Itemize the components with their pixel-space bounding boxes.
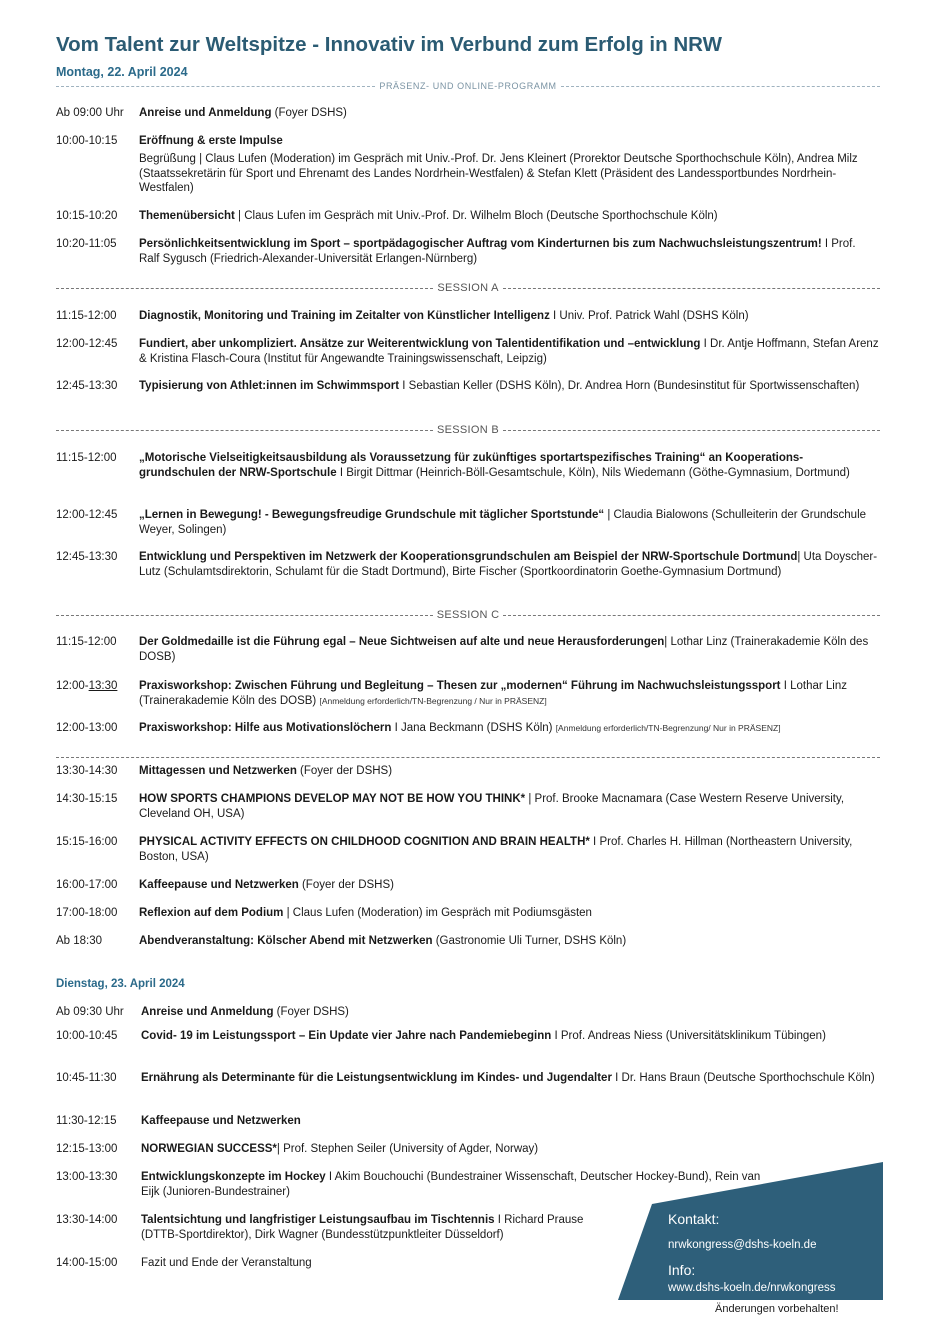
contact-panel (600, 1160, 886, 1302)
row-details: Fazit und Ende der Veranstaltung (141, 1257, 312, 1269)
row-details: I Prof. Ralf Sygusch (Friedrich-Alexander-Universität Erlangen-Nürnberg) (139, 238, 856, 265)
row-time: 12:45-13:30 (56, 551, 118, 563)
contact-label: Kontakt: (668, 1211, 720, 1227)
row-time: 13:30-14:00 (56, 1214, 118, 1226)
registration-note: [Anmeldung erforderlich/TN-Begrenzung/ Nur in PRÄSENZ] (555, 723, 781, 733)
row-time: Ab 09:30 Uhr (56, 1006, 124, 1018)
row-details: (Foyer DSHS) (271, 107, 347, 119)
row-time: 10:45-11:30 (56, 1072, 117, 1084)
row-title: „Motorische Vielseitigkeitsausbildung als Voraussetzung für zukünftiges sportartspezifisches Training“ an Kooperations-grundschulen der NRW-Sportschule (139, 452, 804, 479)
row-details: (Gastronomie Uli Turner, DSHS Köln) (432, 935, 627, 947)
row-time: 11:15-12:00 (56, 636, 117, 648)
row-time: 10:15-10:20 (56, 210, 118, 222)
row-time: 10:00-10:45 (56, 1030, 118, 1042)
row-details: I Univ. Prof. Patrick Wahl (DSHS Köln) (549, 310, 749, 322)
row-time: 14:00-15:00 (56, 1257, 118, 1269)
row-time: 15:15-16:00 (56, 836, 118, 848)
row-details: Begrüßung | Claus Lufen (Moderation) im Gespräch mit Univ.-Prof. Dr. Jens Kleinert (Prorektor Deutsche Sporthochschule Köln), Andrea Milz (Staatssekretärin für Sport und Ehrenamt des Landes Nordrhein-Westfalen) & Stefan Klett (Präsident des Landessportbundes Nordrhein-Westfalen) (139, 153, 858, 194)
row-title: Themenübersicht (139, 210, 235, 222)
row-time: 17:00-18:00 (56, 907, 118, 919)
row-title: Covid- 19 im Leistungssport – Ein Update vier Jahre nach Pandemiebeginn (141, 1030, 552, 1042)
row-title: Kaffeepause und Netzwerken (139, 879, 299, 891)
row-title: Abendveranstaltung: Kölscher Abend mit Netzwerken (139, 935, 433, 947)
row-details: | Prof. Stephen Seiler (University of Agder, Norway) (276, 1143, 539, 1155)
row-time (56, 679, 140, 694)
contact-email[interactable]: nrwkongress@dshs-koeln.de (668, 1239, 817, 1251)
row-time: 12:00-13:00 (56, 722, 118, 734)
row-details: | Claus Lufen im Gespräch mit Univ.-Prof. Dr. Wilhelm Bloch (Deutsche Sporthochschule Köln) (234, 210, 718, 222)
session-a-divider (56, 282, 880, 294)
row-title: HOW SPORTS CHAMPIONS DEVELOP MAY NOT BE HOW YOU THINK* (139, 793, 526, 805)
session-a-label: SESSION A (437, 282, 499, 294)
row-time: 12:45-13:30 (56, 380, 118, 392)
row-time-start: 12:00- (56, 680, 89, 692)
row-title: Der Goldmedaille ist die Führung egal – Neue Sichtweisen auf alte und neue Herausforderungen (139, 636, 665, 648)
row-details: (Foyer der DSHS) (296, 765, 393, 777)
session-c-label: SESSION C (436, 609, 500, 621)
registration-note: [Anmeldung erforderlich/TN-Begrenzung / Nur in PRÄSENZ] (319, 695, 547, 706)
row-title: Talentsichtung und langfristiger Leistungsaufbau im Tischtennis (141, 1214, 495, 1226)
info-label: Info: (668, 1262, 696, 1278)
row-title: Reflexion auf dem Podium (139, 907, 284, 919)
row-details: I Sebastian Keller (DSHS Köln), Dr. Andrea Horn (Bundesinstitut für Sportwissenschaften) (399, 380, 860, 392)
row-time: 10:20-11:05 (56, 238, 117, 250)
row-details: (Foyer DSHS) (273, 1006, 349, 1018)
row-title: Entwicklung und Perspektiven im Netzwerk der Kooperationsgrundschulen am Beispiel der NRW-Sportschule Dortmund (139, 551, 798, 563)
info-url[interactable]: www.dshs-koeln.de/nrwkongress (668, 1282, 836, 1294)
row-details: | Prof. Brooke Macnamara (Case Western Reserve University, Cleveland OH, USA) (139, 793, 845, 820)
row-details: I Akim Bouchouchi (Bundestrainer Wissenschaft, Deutscher Hockey-Bund), Rein van Eijk (Junioren-Bundestrainer) (141, 1171, 761, 1198)
row-details: I Jana Beckmann (DSHS Köln) (391, 722, 556, 734)
row-time: 12:00-12:45 (56, 338, 118, 350)
row-details: | Lothar Linz (Trainerakademie Köln des DOSB) (139, 636, 869, 663)
row-time: 12:00-12:45 (56, 509, 118, 521)
row-time: 13:00-13:30 (56, 1171, 118, 1183)
row-time: 11:15-12:00 (56, 452, 117, 464)
row-title: Praxisworkshop: Hilfe aus Motivationslöchern (139, 722, 392, 734)
day2-heading: Dienstag, 23. April 2024 (56, 978, 185, 990)
row-time: 11:15-12:00 (56, 310, 117, 322)
row-title: „Lernen in Bewegung! - Bewegungsfreudige Grundschule mit täglicher Sportstunde“ (139, 509, 605, 521)
row-title: NORWEGIAN SUCCESS* (141, 1143, 277, 1155)
row-time: 11:30-12:15 (56, 1115, 117, 1127)
row-details: (Foyer der DSHS) (298, 879, 394, 891)
row-title: Fundiert, aber unkompliziert. Ansätze zur Weiterentwicklung von Talentidentifikation und –entwicklung (139, 338, 701, 350)
row-details: I Dr. Antje Hoffmann, Stefan Arenz & Kristina Flasch-Coura (Institut für Angewandte Trainingswissenschaft, Leipzig) (139, 338, 879, 365)
session-c-divider (56, 609, 880, 621)
row-details: | Claus Lufen (Moderation) im Gespräch mit Podiumsgästen (283, 907, 592, 919)
row-details: I Richard Prause (DTTB-Sportdirektor), Dirk Wagner (Bundesstützpunktleiter Düsseldorf) (141, 1214, 584, 1241)
page-title: Vom Talent zur Weltspitze - Innovativ im Verbund zum Erfolg in NRW (56, 33, 722, 56)
row-title: Praxisworkshop: Zwischen Führung und Begleitung – Thesen zur „modernen“ Führung im Nachwuchsleistungssport (139, 680, 781, 692)
session-b-label: SESSION B (437, 424, 499, 436)
row-time: Ab 18:30 (56, 935, 103, 947)
row-time: 16:00-17:00 (56, 879, 118, 891)
footer-note: Änderungen vorbehalten! (715, 1303, 839, 1315)
row-time: 14:30-15:15 (56, 793, 118, 805)
program-divider (56, 80, 880, 92)
row-title: PHYSICAL ACTIVITY EFFECTS ON CHILDHOOD COGNITION AND BRAIN HEALTH* (139, 836, 590, 848)
program-label: PRÄSENZ- UND ONLINE-PROGRAMM (379, 81, 557, 91)
session-end-divider (56, 751, 880, 763)
row-title: Eröffnung & erste Impulse (139, 135, 283, 147)
row-title: Anreise und Anmeldung (139, 107, 272, 119)
row-title: Typisierung von Athlet:innen im Schwimmsport (139, 380, 400, 392)
row-details: | Uta Doyscher-Lutz (Schulamtsdirektorin, Schulamt für die Stadt Dortmund), Birte Fischer (Sportkoordinatorin Goethe-Gymnasium Dortmund) (139, 551, 878, 578)
row-details: I Prof. Andreas Niess (Universitätsklinikum Tübingen) (551, 1030, 826, 1042)
row-title: Kaffeepause und Netzwerken (141, 1115, 301, 1127)
row-title: Ernährung als Determinante für die Leistungsentwicklung im Kindes- und Jugendalter (141, 1072, 612, 1084)
row-time-end: 13:30 (88, 680, 118, 692)
row-title: Mittagessen und Netzwerken (139, 765, 297, 777)
row-time: Ab 09:00 Uhr (56, 107, 124, 119)
row-title: Diagnostik, Monitoring und Training im Zeitalter von Künstlicher Intelligenz (139, 310, 550, 322)
row-time: 13:30-14:30 (56, 765, 118, 777)
row-details: I Dr. Hans Braun (Deutsche Sporthochschule Köln) (611, 1072, 875, 1084)
day1-heading: Montag, 22. April 2024 (56, 65, 188, 79)
session-b-divider (56, 424, 880, 436)
row-details: I Lothar Linz (Trainerakademie Köln des DOSB) (139, 680, 847, 707)
row-details: I Birgit Dittmar (Heinrich-Böll-Gesamtschule, Köln), Nils Wiedemann (Göthe-Gymnasium, Dortmund) (336, 466, 850, 479)
row-time: 12:15-13:00 (56, 1143, 118, 1155)
row-title: Persönlichkeitsentwicklung im Sport – sportpädagogischer Auftrag vom Kinderturnen bis zum Nachwuchsleistungszentrum! (139, 238, 822, 250)
row-details: | Claudia Bialowons (Schulleiterin der Grundschule Weyer, Solingen) (139, 509, 867, 536)
row-title: Entwicklungskonzepte im Hockey (141, 1171, 326, 1183)
row-title: Anreise und Anmeldung (141, 1006, 274, 1018)
row-time: 10:00-10:15 (56, 135, 118, 147)
row-details: I Prof. Charles H. Hillman (Northeastern University, Boston, USA) (139, 836, 853, 863)
